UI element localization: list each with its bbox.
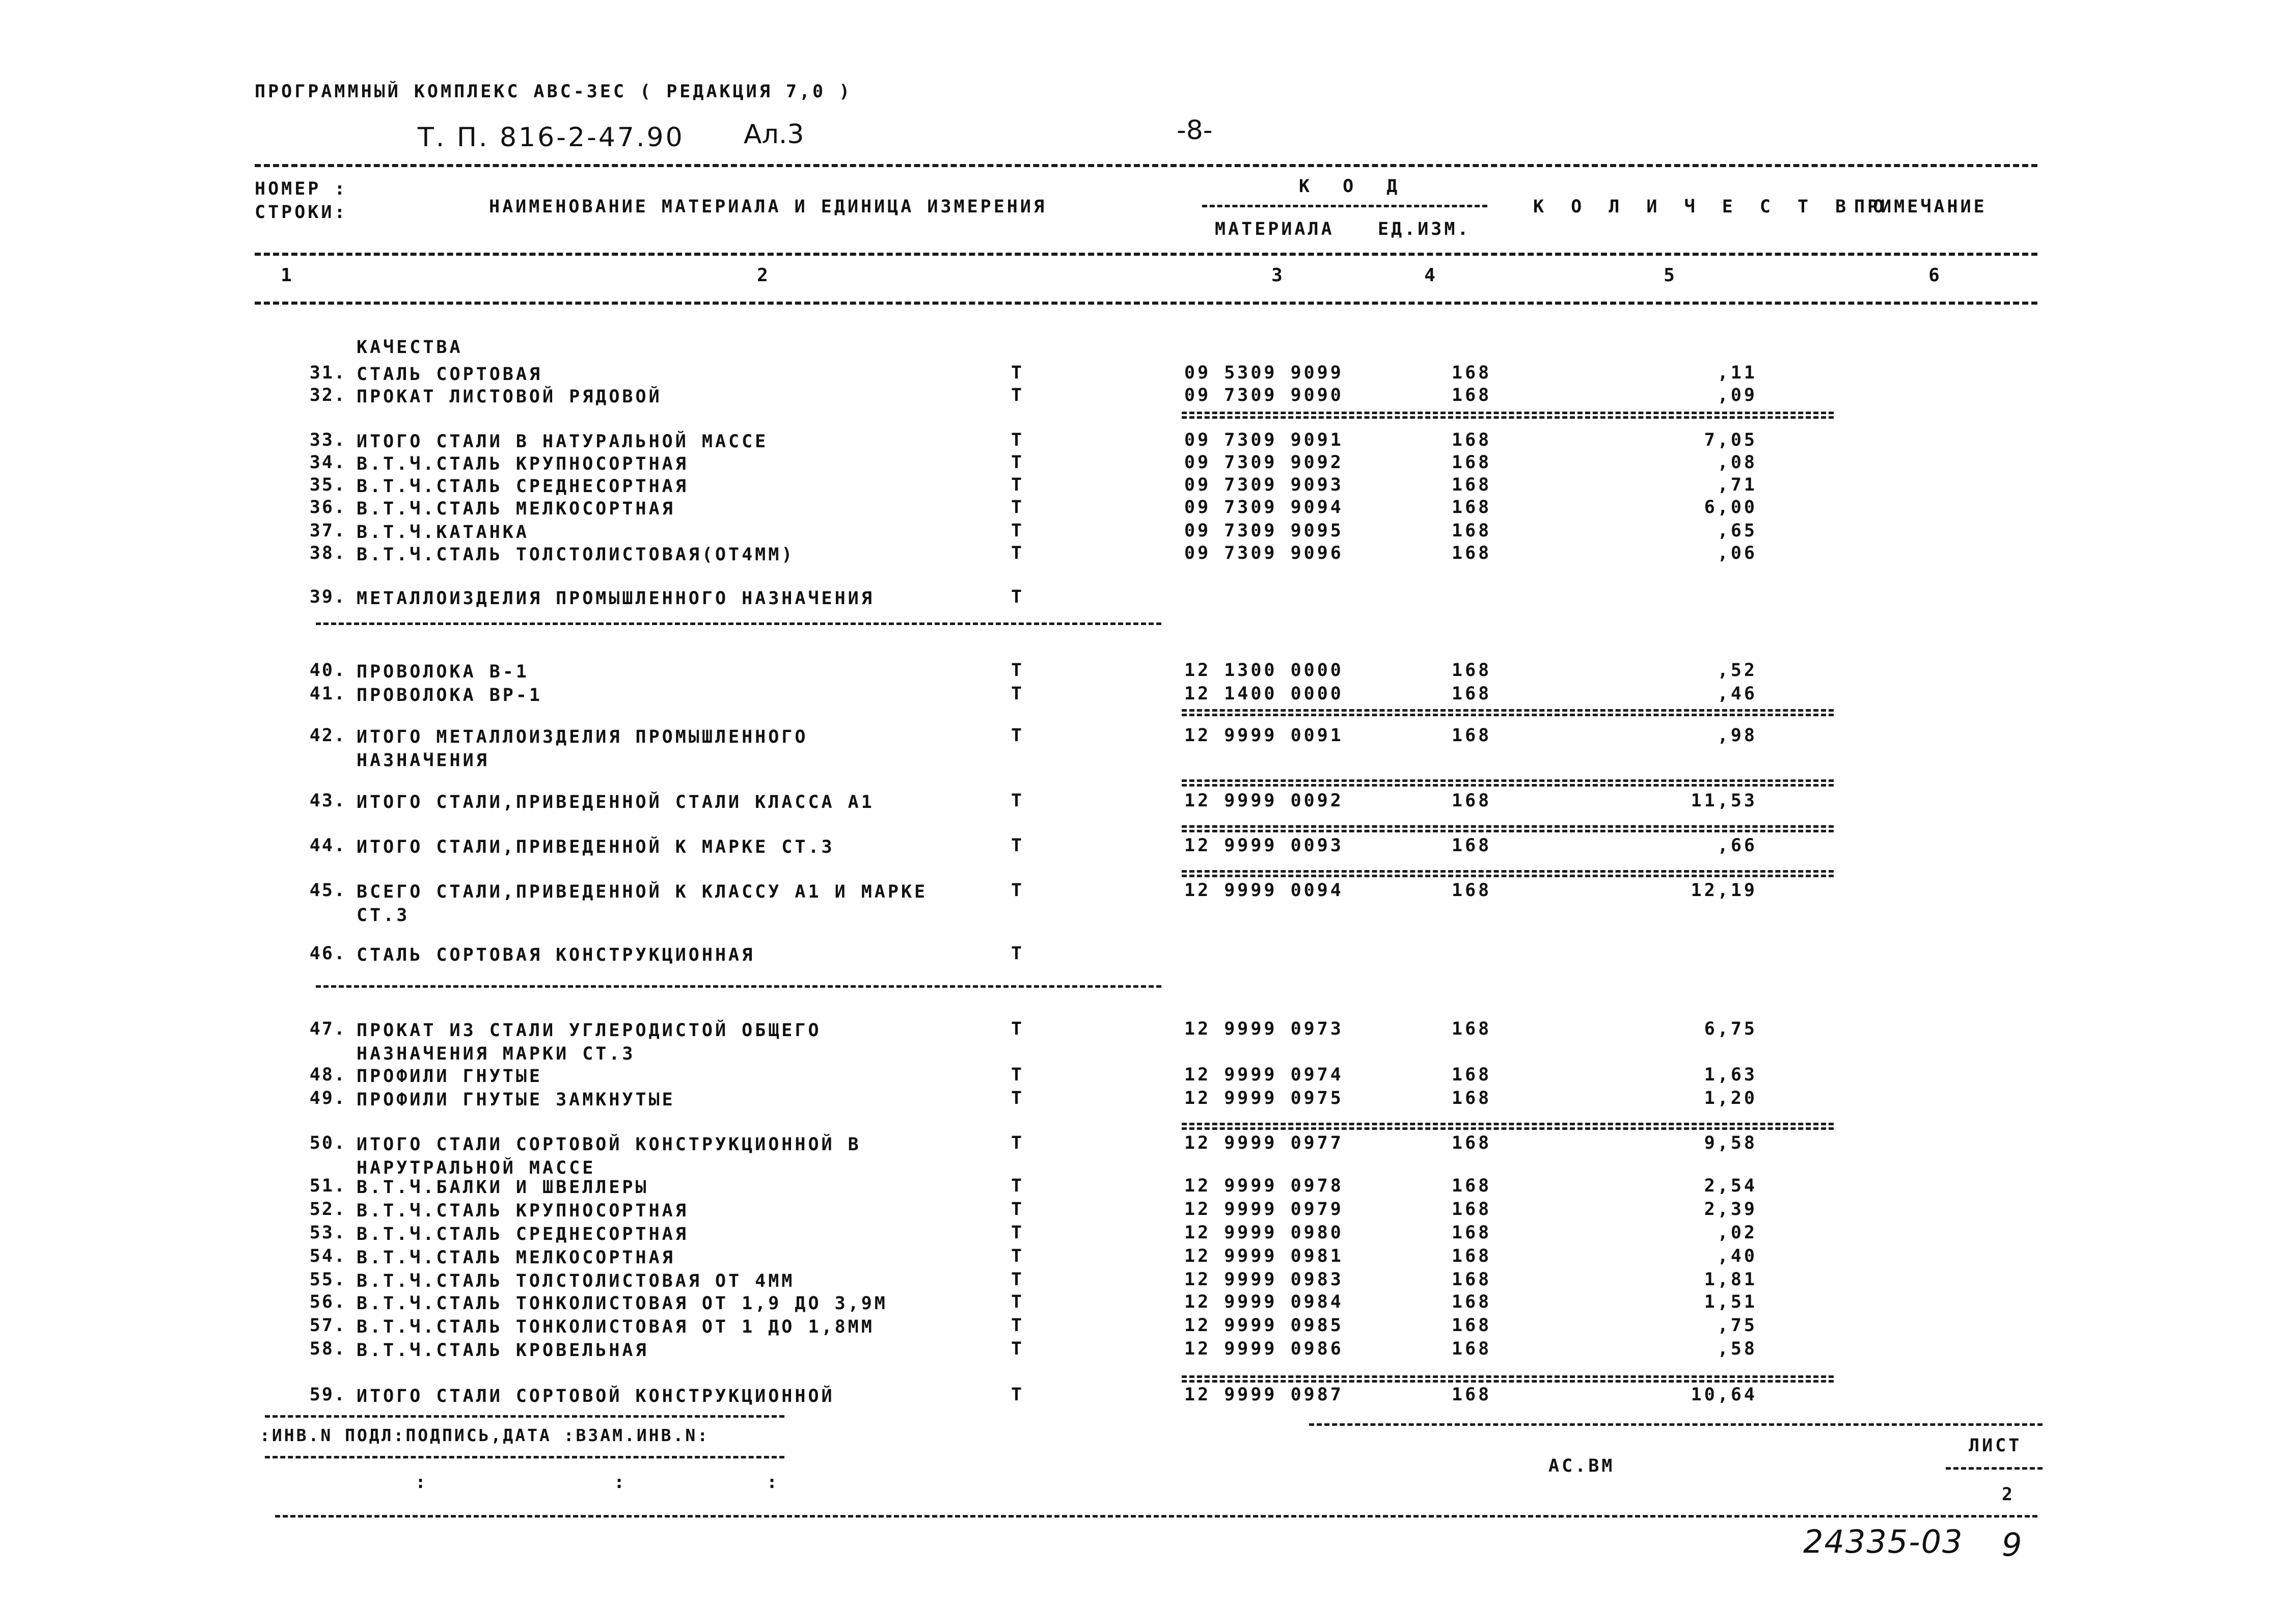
row-code: 12 9999 0983 — [1184, 1269, 1344, 1290]
row-code: 12 9999 0978 — [1184, 1176, 1344, 1196]
row-unit: Т — [1011, 660, 1022, 681]
row-code: 12 9999 0091 — [1184, 725, 1344, 746]
row-unit: Т — [1011, 430, 1022, 450]
row-unit: Т — [1011, 363, 1022, 383]
row-code: 09 7309 9096 — [1184, 543, 1344, 563]
row-name: В.Т.Ч.СТАЛЬ ТОНКОЛИСТОВАЯ ОТ 1 ДО 1,8ММ — [357, 1317, 875, 1337]
row-qty: ,65 — [1717, 521, 1757, 541]
table-row — [0, 1019, 2286, 1064]
row-eu: 168 — [1452, 1065, 1492, 1085]
row-eu: 168 — [1452, 660, 1492, 681]
row-qty: 7,05 — [1704, 430, 1757, 450]
row-eu: 168 — [1452, 1269, 1492, 1290]
row-unit: Т — [1011, 835, 1022, 856]
row-num: 40. — [309, 660, 346, 681]
row-num: 54. — [309, 1246, 346, 1266]
row-code: 09 7309 9093 — [1184, 475, 1344, 495]
row-qty: ,09 — [1717, 385, 1757, 405]
section-rule — [316, 622, 1161, 625]
sheet-number: 2 — [2002, 1484, 2016, 1505]
row-name: СТАЛЬ СОРТОВАЯ — [357, 364, 543, 385]
row-code: 12 9999 0977 — [1184, 1133, 1344, 1153]
row-num: 38. — [309, 543, 346, 563]
row-code: 12 9999 0985 — [1184, 1315, 1344, 1336]
row-unit: Т — [1011, 1088, 1022, 1108]
row-num: 51. — [309, 1176, 346, 1196]
row-eu: 168 — [1452, 1292, 1492, 1312]
subtotal-rule — [1182, 870, 1834, 877]
program-title: ПРОГРАММНЫЙ КОМПЛЕКС АВС-3ЕС ( РЕДАКЦИЯ 7,0 ) — [255, 82, 853, 102]
header-rule-bottom — [255, 302, 2037, 305]
row-code: 12 9999 0092 — [1184, 791, 1344, 811]
table-row — [0, 452, 2286, 475]
row-eu: 168 — [1452, 725, 1492, 746]
row-unit: Т — [1011, 880, 1022, 901]
row-name: ПРОВОЛОКА В-1 — [357, 662, 529, 682]
row-code: 09 7309 9094 — [1184, 497, 1344, 518]
table-row — [0, 1246, 2286, 1268]
row-name: В.Т.Ч.СТАЛЬ МЕЛКОСОРТНАЯ — [357, 1248, 675, 1268]
row-qty: ,02 — [1717, 1223, 1757, 1243]
row-qty: 2,54 — [1704, 1176, 1757, 1196]
row-name: ИТОГО СТАЛИ В НАТУРАЛЬНОЙ МАССЕ — [357, 431, 769, 452]
col-number-5: 5 — [1664, 265, 1678, 286]
table-row — [0, 943, 2286, 966]
row-eu: 168 — [1452, 1223, 1492, 1243]
row-eu: 168 — [1452, 521, 1492, 541]
row-name: ПРОКАТ ИЗ СТАЛИ УГЛЕРОДИСТОЙ ОБЩЕГО НАЗНАЧЕНИЯ МАРКИ СТ.3 — [357, 1020, 822, 1064]
row-qty: ,71 — [1717, 475, 1757, 495]
subtotal-rule — [1182, 709, 1834, 716]
col-code-unit: ЕД.ИЗМ. — [1378, 219, 1471, 239]
row-qty: 1,81 — [1704, 1269, 1757, 1290]
row-code: 12 9999 0986 — [1184, 1339, 1344, 1359]
row-eu: 168 — [1452, 1019, 1492, 1039]
row-eu: 168 — [1452, 1339, 1492, 1359]
row-code: 12 1300 0000 — [1184, 660, 1344, 681]
row-eu: 168 — [1452, 497, 1492, 518]
row-name: ПРОФИЛИ ГНУТЫЕ ЗАМКНУТЫЕ — [357, 1090, 675, 1110]
row-qty: ,11 — [1717, 363, 1757, 383]
subtotal-rule — [1182, 825, 1834, 832]
stamp-labels: :ИНВ.N ПОДЛ:ПОДПИСЬ,ДАТА :ВЗАМ.ИНВ.N: — [260, 1425, 710, 1445]
row-num: 57. — [309, 1315, 346, 1336]
row-eu: 168 — [1452, 835, 1492, 856]
stamp-dividers: : — [767, 1472, 778, 1493]
row-eu: 168 — [1452, 684, 1492, 704]
table-row — [0, 791, 2286, 813]
table-row — [0, 1088, 2286, 1111]
col-number-2: 2 — [757, 265, 771, 286]
table-row — [0, 363, 2286, 385]
row-num: 32. — [309, 385, 346, 405]
row-name: ИТОГО СТАЛИ,ПРИВЕДЕННОЙ К МАРКЕ СТ.3 — [357, 837, 835, 857]
row-num: 34. — [309, 452, 346, 473]
row-name: МЕТАЛЛОИЗДЕЛИЯ ПРОМЫШЛЕННОГО НАЗНАЧЕНИЯ — [357, 588, 875, 609]
row-unit: Т — [1011, 1269, 1022, 1290]
row-num: 46. — [309, 943, 346, 964]
row-unit: Т — [1011, 1246, 1022, 1266]
row-unit: Т — [1011, 1019, 1022, 1039]
row-code: 09 7309 9092 — [1184, 452, 1344, 473]
table-row — [0, 880, 2286, 926]
col-code: К О Д — [1299, 176, 1409, 197]
row-num: 42. — [309, 725, 346, 746]
row-eu: 168 — [1452, 543, 1492, 563]
row-code: 12 9999 0974 — [1184, 1065, 1344, 1085]
row-unit: Т — [1011, 1199, 1022, 1220]
row-num: 58. — [309, 1339, 346, 1359]
table-row — [0, 1385, 2286, 1407]
stamp-rule — [265, 1456, 784, 1458]
row-num: 44. — [309, 835, 346, 856]
handwritten-page: 9 — [2002, 1526, 2023, 1563]
table-row — [0, 1065, 2286, 1087]
row-name: В.Т.Ч.СТАЛЬ ТОЛСТОЛИСТОВАЯ ОТ 4ММ — [357, 1271, 795, 1291]
row-unit: Т — [1011, 587, 1022, 607]
row-num: 45. — [309, 880, 346, 901]
row-num: 33. — [309, 430, 346, 450]
doc-reference: Т. П. 816-2-47.90 — [418, 122, 685, 153]
row-name: В.Т.Ч.БАЛКИ И ШВЕЛЛЕРЫ — [357, 1177, 649, 1198]
row-unit: Т — [1011, 791, 1022, 811]
table-row — [0, 543, 2286, 565]
table-row — [0, 1223, 2286, 1245]
row-unit: Т — [1011, 521, 1022, 541]
col-number-3: 3 — [1271, 265, 1286, 286]
row-qty: ,06 — [1717, 543, 1757, 563]
row-eu: 168 — [1452, 452, 1492, 473]
row-eu: 168 — [1452, 1133, 1492, 1153]
row-num: 36. — [309, 497, 346, 518]
table-row — [0, 1176, 2286, 1198]
table-row — [0, 1339, 2286, 1361]
row-num: 49. — [309, 1088, 346, 1108]
row-unit: Т — [1011, 1315, 1022, 1336]
row-name: ПРОВОЛОКА ВР-1 — [357, 685, 543, 706]
row-code: 09 5309 9099 — [1184, 363, 1344, 383]
row-num: 37. — [309, 521, 346, 541]
row-code: 12 9999 0094 — [1184, 880, 1344, 901]
row-num: 39. — [309, 587, 346, 607]
row-eu: 168 — [1452, 791, 1492, 811]
table-row — [0, 1292, 2286, 1314]
row-code: 12 9999 0981 — [1184, 1246, 1344, 1266]
row-qty: 6,75 — [1704, 1019, 1757, 1039]
row-unit: Т — [1011, 497, 1022, 518]
row-qty: ,66 — [1717, 835, 1757, 856]
page-number: -8- — [1177, 115, 1213, 146]
row-name: В.Т.Ч.СТАЛЬ ТОЛСТОЛИСТОВАЯ(ОТ4ММ) — [357, 545, 795, 565]
row-name: ИТОГО СТАЛИ СОРТОВОЙ КОНСТРУКЦИОННОЙ В НАРУТРАЛЬНОЙ МАССЕ — [357, 1134, 861, 1178]
code-divider — [1202, 205, 1487, 207]
row-code: 09 7309 9090 — [1184, 385, 1344, 405]
col-number-6: 6 — [1928, 265, 1943, 286]
row-num: 55. — [309, 1269, 346, 1290]
row-unit: Т — [1011, 543, 1022, 563]
table-row — [0, 725, 2286, 771]
row-name: ИТОГО МЕТАЛЛОИЗДЕЛИЯ ПРОМЫШЛЕННОГО НАЗНАЧЕНИЯ — [357, 727, 808, 771]
album-number: Ал.3 — [744, 119, 804, 150]
subtotal-rule — [1182, 1375, 1834, 1383]
stamp-dividers: : — [614, 1472, 625, 1493]
row-eu: 168 — [1452, 363, 1492, 383]
table-row — [0, 1199, 2286, 1222]
row-eu: 168 — [1452, 1385, 1492, 1405]
row-qty: 9,58 — [1704, 1133, 1757, 1153]
row-name: В.Т.Ч.КАТАНКА — [357, 522, 529, 543]
row-name: СТАЛЬ СОРТОВАЯ КОНСТРУКЦИОННАЯ — [357, 945, 755, 965]
row-unit: Т — [1011, 1133, 1022, 1153]
row-code: 12 9999 0987 — [1184, 1385, 1344, 1405]
row-name: В.Т.Ч.СТАЛЬ КРОВЕЛЬНАЯ — [357, 1340, 649, 1361]
row-unit: Т — [1011, 475, 1022, 495]
row-qty: ,46 — [1717, 684, 1757, 704]
row-qty: 2,39 — [1704, 1199, 1757, 1220]
row-qty: ,40 — [1717, 1246, 1757, 1266]
table-row — [0, 1269, 2286, 1292]
row-name: В.Т.Ч.СТАЛЬ ТОНКОЛИСТОВАЯ ОТ 1,9 ДО 3,9М — [357, 1293, 888, 1314]
row-qty: 1,63 — [1704, 1065, 1757, 1085]
table-row — [0, 385, 2286, 408]
row-name: ПРОКАТ ЛИСТОВОЙ РЯДОВОЙ — [357, 387, 662, 407]
table-row — [0, 587, 2286, 609]
row-unit: Т — [1011, 452, 1022, 473]
table-row — [0, 430, 2286, 452]
row-qty: 10,64 — [1691, 1385, 1757, 1405]
row-qty: 1,20 — [1704, 1088, 1757, 1108]
row-code: 12 9999 0984 — [1184, 1292, 1344, 1312]
row-unit: Т — [1011, 943, 1022, 964]
row-unit: Т — [1011, 1339, 1022, 1359]
row-unit: Т — [1011, 684, 1022, 704]
row-num: 53. — [309, 1223, 346, 1243]
title-block-code: АС.ВМ — [1548, 1456, 1615, 1476]
row-num: 47. — [309, 1019, 346, 1039]
row-code: 12 9999 0093 — [1184, 835, 1344, 856]
row-eu: 168 — [1452, 1088, 1492, 1108]
row-name: ИТОГО СТАЛИ,ПРИВЕДЕННОЙ СТАЛИ КЛАССА А1 — [357, 792, 875, 813]
row-eu: 168 — [1452, 385, 1492, 405]
row-name: ИТОГО СТАЛИ СОРТОВОЙ КОНСТРУКЦИОННОЙ — [357, 1386, 835, 1406]
row-eu: 168 — [1452, 1199, 1492, 1220]
row-unit: Т — [1011, 385, 1022, 405]
header-rule-mid — [255, 253, 2037, 256]
row-name: В.Т.Ч.СТАЛЬ СРЕДНЕСОРТНАЯ — [357, 1224, 689, 1244]
row-code: 12 9999 0973 — [1184, 1019, 1344, 1039]
subtotal-rule — [1182, 779, 1834, 787]
table-row — [0, 1315, 2286, 1338]
stamp-rule — [265, 1415, 784, 1418]
stamp-dividers: : — [415, 1472, 426, 1493]
col-note: ПРИМЕЧАНИЕ — [1854, 197, 1987, 217]
row-name: В.Т.Ч.СТАЛЬ СРЕДНЕСОРТНАЯ — [357, 476, 689, 497]
row-unit: Т — [1011, 1385, 1022, 1405]
row-unit: Т — [1011, 1223, 1022, 1243]
row-code: 12 9999 0979 — [1184, 1199, 1344, 1220]
col-quantity: К О Л И Ч Е С Т В О — [1533, 197, 1892, 217]
col-number-1: 1 — [281, 265, 295, 286]
row-eu: 168 — [1452, 430, 1492, 450]
row-name: В.Т.Ч.СТАЛЬ МЕЛКОСОРТНАЯ — [357, 499, 675, 519]
row-qty: ,08 — [1717, 452, 1757, 473]
row-eu: 168 — [1452, 1315, 1492, 1336]
table-row — [0, 521, 2286, 543]
table-row — [0, 660, 2286, 683]
col-number-4: 4 — [1424, 265, 1438, 286]
col-name: НАИМЕНОВАНИЕ МАТЕРИАЛА И ЕДИНИЦА ИЗМЕРЕНИЯ — [489, 197, 1047, 217]
row-name: В.Т.Ч.СТАЛЬ КРУПНОСОРТНАЯ — [357, 1201, 689, 1221]
table-row — [0, 475, 2286, 497]
row-code: 09 7309 9095 — [1184, 521, 1344, 541]
row-code: 09 7309 9091 — [1184, 430, 1344, 450]
row-qty: 6,00 — [1704, 497, 1757, 518]
row-num: 48. — [309, 1065, 346, 1085]
row-unit: Т — [1011, 1176, 1022, 1196]
row-num: 50. — [309, 1133, 346, 1153]
row-qty: 12,19 — [1691, 880, 1757, 901]
stamp-rule — [1946, 1467, 2043, 1470]
row-name: В.Т.Ч.СТАЛЬ КРУПНОСОРТНАЯ — [357, 454, 689, 474]
row-name: ВСЕГО СТАЛИ,ПРИВЕДЕННОЙ К КЛАССУ А1 И МАРКЕ СТ.3 — [357, 882, 928, 926]
row-code: 12 1400 0000 — [1184, 684, 1344, 704]
continuation-text: КАЧЕСТВА — [357, 337, 463, 358]
sheet-label: ЛИСТ — [1969, 1436, 2022, 1456]
row-qty: ,52 — [1717, 660, 1757, 681]
row-num: 52. — [309, 1199, 346, 1220]
row-qty: ,58 — [1717, 1339, 1757, 1359]
row-code: 12 9999 0980 — [1184, 1223, 1344, 1243]
subtotal-rule — [1182, 1123, 1834, 1130]
row-code: 12 9999 0975 — [1184, 1088, 1344, 1108]
table-row — [0, 684, 2286, 706]
row-eu: 168 — [1452, 475, 1492, 495]
row-qty: ,98 — [1717, 725, 1757, 746]
row-num: 31. — [309, 363, 346, 383]
table-row — [0, 497, 2286, 520]
section-rule — [316, 985, 1161, 988]
row-num: 59. — [309, 1385, 346, 1405]
col-code-material: МАТЕРИАЛА — [1215, 219, 1335, 239]
table-row — [0, 1133, 2286, 1178]
row-unit: Т — [1011, 725, 1022, 746]
row-eu: 168 — [1452, 1176, 1492, 1196]
subtotal-rule — [1182, 412, 1834, 419]
row-qty: ,75 — [1717, 1315, 1757, 1336]
row-num: 43. — [309, 791, 346, 811]
row-unit: Т — [1011, 1065, 1022, 1085]
col-row-number: НОМЕР : СТРОКИ: — [255, 179, 348, 223]
handwritten-number: 24335-03 — [1803, 1523, 1964, 1560]
row-num: 41. — [309, 684, 346, 704]
table-row — [0, 835, 2286, 858]
row-unit: Т — [1011, 1292, 1022, 1312]
row-eu: 168 — [1452, 1246, 1492, 1266]
row-qty: 11,53 — [1691, 791, 1757, 811]
row-num: 35. — [309, 475, 346, 495]
header-rule-top — [255, 164, 2037, 167]
row-num: 56. — [309, 1292, 346, 1312]
row-eu: 168 — [1452, 880, 1492, 901]
row-qty: 1,51 — [1704, 1292, 1757, 1312]
stamp-rule-bottom — [275, 1515, 2037, 1518]
row-name: ПРОФИЛИ ГНУТЫЕ — [357, 1066, 543, 1087]
stamp-rule — [1309, 1423, 2043, 1426]
